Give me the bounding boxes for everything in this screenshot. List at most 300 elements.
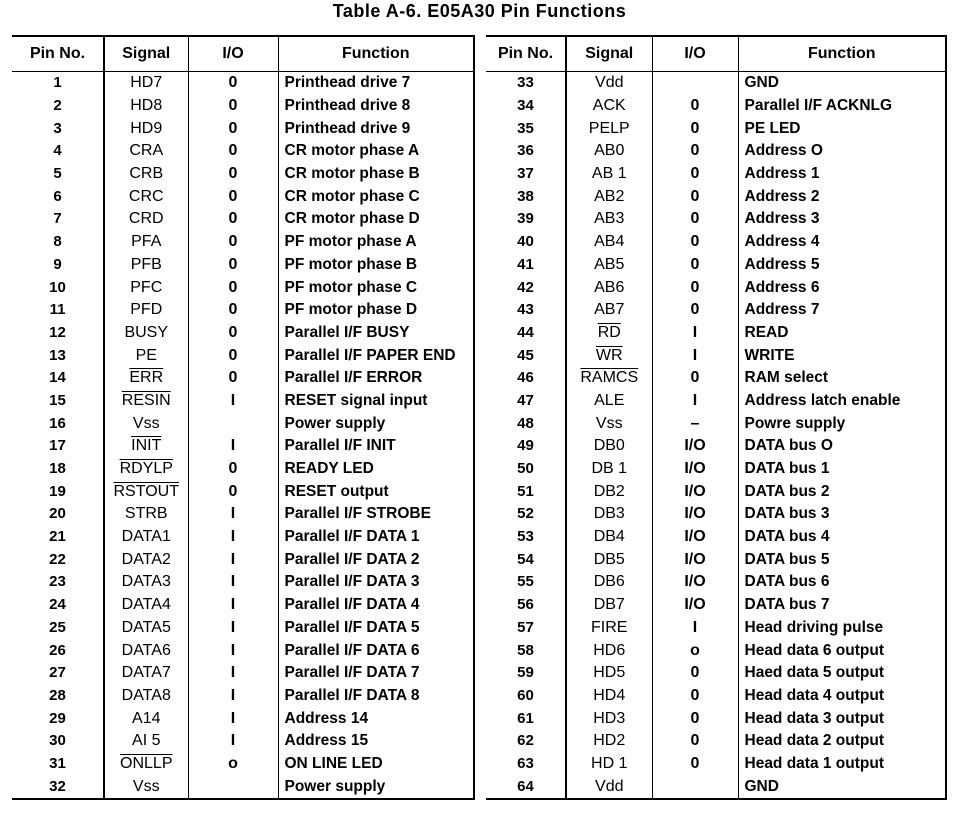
signal-cell: DATA8: [104, 685, 188, 708]
function-cell: Parallel I/F DATA 3: [278, 571, 474, 594]
signal-cell: DB 1: [566, 458, 652, 481]
io-cell: I/O: [652, 548, 738, 571]
function-cell: DATA bus 3: [738, 503, 946, 526]
signal-cell: A14: [104, 707, 188, 730]
table-row: [12, 208, 474, 231]
table-row: [486, 594, 946, 617]
io-cell: 0: [188, 367, 278, 390]
table-row: [486, 208, 946, 231]
io-cell: 0: [188, 480, 278, 503]
function-cell: RESET output: [278, 480, 474, 503]
io-cell: 0: [188, 72, 278, 95]
pin-number-cell: 61: [486, 707, 566, 730]
io-cell: 0: [652, 367, 738, 390]
pin-number-cell: 42: [486, 276, 566, 299]
function-cell: PF motor phase B: [278, 254, 474, 277]
signal-cell: PFD: [104, 299, 188, 322]
pin-number-cell: 51: [486, 480, 566, 503]
pin-number-cell: 27: [12, 662, 104, 685]
signal-cell: CRA: [104, 140, 188, 163]
function-cell: Power supply: [278, 775, 474, 799]
table-title: Table A-6. E05A30 Pin Functions: [332, 1, 627, 21]
io-cell: 0: [188, 163, 278, 186]
signal-cell: DATA6: [104, 639, 188, 662]
pin-number-cell: 19: [12, 480, 104, 503]
signal-cell: HD3: [566, 707, 652, 730]
table-row: [486, 775, 946, 799]
pin-number-cell: 26: [12, 639, 104, 662]
function-cell: GND: [738, 775, 946, 799]
pin-number-cell: 44: [486, 322, 566, 345]
signal-cell: DB5: [566, 548, 652, 571]
pin-number-cell: 63: [486, 753, 566, 776]
signal-cell: HD8: [104, 95, 188, 118]
signal-cell: Vdd: [566, 775, 652, 799]
pin-number-cell: 56: [486, 594, 566, 617]
io-cell: [652, 775, 738, 799]
pin-number-cell: 4: [12, 140, 104, 163]
table-row: [12, 276, 474, 299]
function-cell: Address 2: [738, 185, 946, 208]
pin-number-cell: 15: [12, 390, 104, 413]
function-cell: Address 1: [738, 163, 946, 186]
table-row: [486, 117, 946, 140]
table-row: [12, 367, 474, 390]
signal-cell: DB3: [566, 503, 652, 526]
io-cell: I/O: [652, 503, 738, 526]
signal-cell: DATA7: [104, 662, 188, 685]
table-row: [12, 753, 474, 776]
signal-cell: $\overline{ERR}$: [104, 367, 188, 390]
table-row: [486, 322, 946, 345]
header-row: [12, 36, 474, 72]
table-row: [12, 775, 474, 799]
io-cell: [188, 412, 278, 435]
table-row: [486, 662, 946, 685]
function-cell: Head data 3 output: [738, 707, 946, 730]
pin-number-cell: 20: [12, 503, 104, 526]
function-cell: Parallel I/F BUSY: [278, 322, 474, 345]
table-row: [486, 480, 946, 503]
function-cell: Printhead drive 9: [278, 117, 474, 140]
pin-number-cell: 35: [486, 117, 566, 140]
table-row: [486, 458, 946, 481]
header-signal: Signal: [566, 36, 652, 72]
io-cell: 0: [188, 299, 278, 322]
function-cell: DATA bus 4: [738, 526, 946, 549]
function-cell: Address latch enable: [738, 390, 946, 413]
io-cell: I: [188, 639, 278, 662]
io-cell: I/O: [652, 458, 738, 481]
pin-number-cell: 62: [486, 730, 566, 753]
table-row: [12, 140, 474, 163]
function-cell: Parallel I/F DATA 4: [278, 594, 474, 617]
pin-number-cell: 55: [486, 571, 566, 594]
function-cell: CR motor phase D: [278, 208, 474, 231]
pin-number-cell: 57: [486, 617, 566, 640]
table-row: [486, 730, 946, 753]
io-cell: I: [652, 344, 738, 367]
signal-cell: AI 5: [104, 730, 188, 753]
pin-number-cell: 33: [486, 72, 566, 95]
pin-number-cell: 39: [486, 208, 566, 231]
pin-number-cell: 11: [12, 299, 104, 322]
table-row: [12, 639, 474, 662]
pin-number-cell: 5: [12, 163, 104, 186]
header-function: Function: [278, 36, 474, 72]
pin-number-cell: 32: [12, 775, 104, 799]
pin-number-cell: 8: [12, 231, 104, 254]
signal-cell: RAMCS: [566, 367, 652, 390]
signal-cell: RESIN: [104, 390, 188, 413]
pin-number-cell: 54: [486, 548, 566, 571]
table-row: [486, 163, 946, 186]
signal-cell: RDYLP: [104, 458, 188, 481]
header-signal: Signal: [104, 36, 188, 72]
pin-number-cell: 31: [12, 753, 104, 776]
table-row: [486, 185, 946, 208]
signal-cell: AB2: [566, 185, 652, 208]
pin-number-cell: 18: [12, 458, 104, 481]
io-cell: 0: [188, 208, 278, 231]
signal-cell: DB2: [566, 480, 652, 503]
signal-cell: HD9: [104, 117, 188, 140]
table-row: [486, 412, 946, 435]
io-cell: I/O: [652, 480, 738, 503]
pin-number-cell: 17: [12, 435, 104, 458]
pin-table-right-body: [486, 72, 946, 800]
header-function: Function: [738, 36, 946, 72]
header-pin-no: Pin No.: [486, 36, 566, 72]
pin-table-left-body: [12, 72, 474, 800]
io-cell: [188, 775, 278, 799]
io-cell: I: [188, 730, 278, 753]
table-row: [12, 163, 474, 186]
pin-number-cell: 58: [486, 639, 566, 662]
table-row: [486, 231, 946, 254]
signal-cell: AB6: [566, 276, 652, 299]
signal-cell: $\overline{RD}$: [566, 322, 652, 345]
table-row: [486, 639, 946, 662]
pin-number-cell: 53: [486, 526, 566, 549]
io-cell: I/O: [652, 594, 738, 617]
function-cell: READ: [738, 322, 946, 345]
function-cell: Address 4: [738, 231, 946, 254]
io-cell: I/O: [652, 526, 738, 549]
signal-cell: PELP: [566, 117, 652, 140]
table-row: [12, 617, 474, 640]
io-cell: 0: [652, 208, 738, 231]
table-row: [12, 571, 474, 594]
io-cell: 0: [188, 458, 278, 481]
table-row: [486, 367, 946, 390]
pin-number-cell: 28: [12, 685, 104, 708]
pin-number-cell: 29: [12, 707, 104, 730]
pin-number-cell: 14: [12, 367, 104, 390]
signal-cell: AB0: [566, 140, 652, 163]
signal-cell: INIT: [104, 435, 188, 458]
table-row: [12, 412, 474, 435]
table-row: [486, 276, 946, 299]
header-io: I/O: [652, 36, 738, 72]
table-row: [486, 140, 946, 163]
table-row: [12, 685, 474, 708]
function-cell: Address O: [738, 140, 946, 163]
signal-cell: DB7: [566, 594, 652, 617]
pin-number-cell: 49: [486, 435, 566, 458]
io-cell: I: [188, 571, 278, 594]
signal-cell: DATA2: [104, 548, 188, 571]
function-cell: PE LED: [738, 117, 946, 140]
function-cell: Parallel I/F DATA 5: [278, 617, 474, 640]
function-cell: Address 6: [738, 276, 946, 299]
function-cell: Head data 4 output: [738, 685, 946, 708]
io-cell: 0: [652, 117, 738, 140]
function-cell: Head data 2 output: [738, 730, 946, 753]
pin-number-cell: 3: [12, 117, 104, 140]
function-cell: DATA bus 2: [738, 480, 946, 503]
pin-number-cell: 59: [486, 662, 566, 685]
table-row: [486, 299, 946, 322]
pin-number-cell: 52: [486, 503, 566, 526]
signal-cell: HD 1: [566, 753, 652, 776]
io-cell: 0: [188, 322, 278, 345]
pin-number-cell: 12: [12, 322, 104, 345]
io-cell: 0: [652, 753, 738, 776]
function-cell: DATA bus 1: [738, 458, 946, 481]
io-cell: I: [652, 617, 738, 640]
table-row: [486, 617, 946, 640]
signal-cell: ACK: [566, 95, 652, 118]
io-cell: 0: [652, 185, 738, 208]
table-row: [12, 231, 474, 254]
pin-number-cell: 40: [486, 231, 566, 254]
header-row: [486, 36, 946, 72]
io-cell: o: [188, 753, 278, 776]
table-row: [12, 299, 474, 322]
function-cell: CR motor phase B: [278, 163, 474, 186]
table-row: [12, 480, 474, 503]
function-cell: Parallel I/F DATA 8: [278, 685, 474, 708]
io-cell: 0: [652, 231, 738, 254]
table-row: [12, 458, 474, 481]
table-row: [486, 95, 946, 118]
table-row: [486, 254, 946, 277]
function-cell: READY LED: [278, 458, 474, 481]
pin-number-cell: 50: [486, 458, 566, 481]
pin-number-cell: 45: [486, 344, 566, 367]
table-row: [12, 526, 474, 549]
pin-number-cell: 64: [486, 775, 566, 799]
function-cell: DATA bus 5: [738, 548, 946, 571]
pin-number-cell: 24: [12, 594, 104, 617]
header-pin-no: Pin No.: [12, 36, 104, 72]
signal-cell: HD5: [566, 662, 652, 685]
pin-number-cell: 38: [486, 185, 566, 208]
io-cell: –: [652, 412, 738, 435]
function-cell: Powre supply: [738, 412, 946, 435]
function-cell: CR motor phase A: [278, 140, 474, 163]
pin-number-cell: 9: [12, 254, 104, 277]
pin-number-cell: 7: [12, 208, 104, 231]
io-cell: 0: [652, 95, 738, 118]
io-cell: I: [652, 322, 738, 345]
io-cell: I: [188, 662, 278, 685]
table-row: [486, 548, 946, 571]
function-cell: RAM select: [738, 367, 946, 390]
table-row: [12, 72, 474, 95]
table-row: [12, 594, 474, 617]
table-row: [12, 254, 474, 277]
table-row: [12, 185, 474, 208]
table-row: [486, 707, 946, 730]
function-cell: DATA bus 6: [738, 571, 946, 594]
io-cell: 0: [652, 140, 738, 163]
function-cell: Parallel I/F DATA 1: [278, 526, 474, 549]
io-cell: 0: [652, 685, 738, 708]
table-row: [12, 707, 474, 730]
io-cell: 0: [652, 662, 738, 685]
table-row: [486, 390, 946, 413]
signal-cell: HD7: [104, 72, 188, 95]
io-cell: [652, 72, 738, 95]
function-cell: Parallel I/F ACKNLG: [738, 95, 946, 118]
signal-cell: DATA3: [104, 571, 188, 594]
io-cell: I: [188, 548, 278, 571]
function-cell: ON LINE LED: [278, 753, 474, 776]
io-cell: 0: [188, 254, 278, 277]
io-cell: I: [188, 617, 278, 640]
signal-cell: PFB: [104, 254, 188, 277]
signal-cell: PFC: [104, 276, 188, 299]
io-cell: I: [188, 503, 278, 526]
table-row: [12, 730, 474, 753]
signal-cell: ONLLP: [104, 753, 188, 776]
io-cell: I: [188, 390, 278, 413]
function-cell: Head data 1 output: [738, 753, 946, 776]
io-cell: 0: [188, 231, 278, 254]
signal-cell: AB5: [566, 254, 652, 277]
function-cell: Parallel I/F DATA 7: [278, 662, 474, 685]
signal-cell: DB4: [566, 526, 652, 549]
table-row: [12, 95, 474, 118]
function-cell: Parallel I/F DATA 2: [278, 548, 474, 571]
io-cell: I: [188, 685, 278, 708]
function-cell: DATA bus 7: [738, 594, 946, 617]
signal-cell: PFA: [104, 231, 188, 254]
io-cell: 0: [652, 254, 738, 277]
pin-number-cell: 47: [486, 390, 566, 413]
table-row: [12, 435, 474, 458]
function-cell: Head driving pulse: [738, 617, 946, 640]
signal-cell: DATA4: [104, 594, 188, 617]
io-cell: 0: [188, 140, 278, 163]
function-cell: Parallel I/F INIT: [278, 435, 474, 458]
function-cell: WRITE: [738, 344, 946, 367]
pin-number-cell: 60: [486, 685, 566, 708]
signal-cell: RSTOUT: [104, 480, 188, 503]
function-cell: PF motor phase D: [278, 299, 474, 322]
signal-cell: DB6: [566, 571, 652, 594]
pin-number-cell: 22: [12, 548, 104, 571]
table-row: [486, 72, 946, 95]
table-row: [486, 685, 946, 708]
function-cell: Parallel I/F STROBE: [278, 503, 474, 526]
pin-table-right: [486, 35, 947, 800]
io-cell: 0: [652, 163, 738, 186]
function-cell: Address 7: [738, 299, 946, 322]
pin-number-cell: 30: [12, 730, 104, 753]
pin-number-cell: 36: [486, 140, 566, 163]
signal-cell: HD2: [566, 730, 652, 753]
io-cell: 0: [188, 185, 278, 208]
table-row: [12, 662, 474, 685]
function-cell: GND: [738, 72, 946, 95]
pin-number-cell: 23: [12, 571, 104, 594]
io-cell: I: [652, 390, 738, 413]
function-cell: PF motor phase C: [278, 276, 474, 299]
pin-number-cell: 13: [12, 344, 104, 367]
pin-table-left: [12, 35, 475, 800]
function-cell: PF motor phase A: [278, 231, 474, 254]
function-cell: Address 15: [278, 730, 474, 753]
signal-cell: HD6: [566, 639, 652, 662]
pin-number-cell: 34: [486, 95, 566, 118]
signal-cell: DATA5: [104, 617, 188, 640]
pin-number-cell: 25: [12, 617, 104, 640]
pin-number-cell: 41: [486, 254, 566, 277]
io-cell: 0: [652, 707, 738, 730]
function-cell: Printhead drive 7: [278, 72, 474, 95]
signal-cell: AB 1: [566, 163, 652, 186]
signal-cell: FIRE: [566, 617, 652, 640]
signal-cell: DB0: [566, 435, 652, 458]
table-row: [12, 344, 474, 367]
pin-number-cell: 48: [486, 412, 566, 435]
io-cell: I: [188, 526, 278, 549]
table-row: [486, 526, 946, 549]
header-io: I/O: [188, 36, 278, 72]
signal-cell: PE: [104, 344, 188, 367]
table-row: [12, 322, 474, 345]
io-cell: 0: [188, 344, 278, 367]
table-row: [12, 117, 474, 140]
io-cell: 0: [188, 117, 278, 140]
signal-cell: Vss: [104, 412, 188, 435]
io-cell: 0: [652, 276, 738, 299]
signal-cell: CRC: [104, 185, 188, 208]
function-cell: Printhead drive 8: [278, 95, 474, 118]
table-row: [486, 435, 946, 458]
table-row: [12, 503, 474, 526]
signal-cell: CRD: [104, 208, 188, 231]
pin-number-cell: 16: [12, 412, 104, 435]
io-cell: I: [188, 594, 278, 617]
signal-cell: Vss: [104, 775, 188, 799]
pin-number-cell: 37: [486, 163, 566, 186]
function-cell: CR motor phase C: [278, 185, 474, 208]
io-cell: I/O: [652, 435, 738, 458]
io-cell: 0: [652, 299, 738, 322]
table-row: [12, 390, 474, 413]
signal-cell: Vdd: [566, 72, 652, 95]
signal-cell: HD4: [566, 685, 652, 708]
signal-cell: STRB: [104, 503, 188, 526]
function-cell: Parallel I/F DATA 6: [278, 639, 474, 662]
function-cell: Haed data 5 output: [738, 662, 946, 685]
signal-cell: AB7: [566, 299, 652, 322]
io-cell: o: [652, 639, 738, 662]
